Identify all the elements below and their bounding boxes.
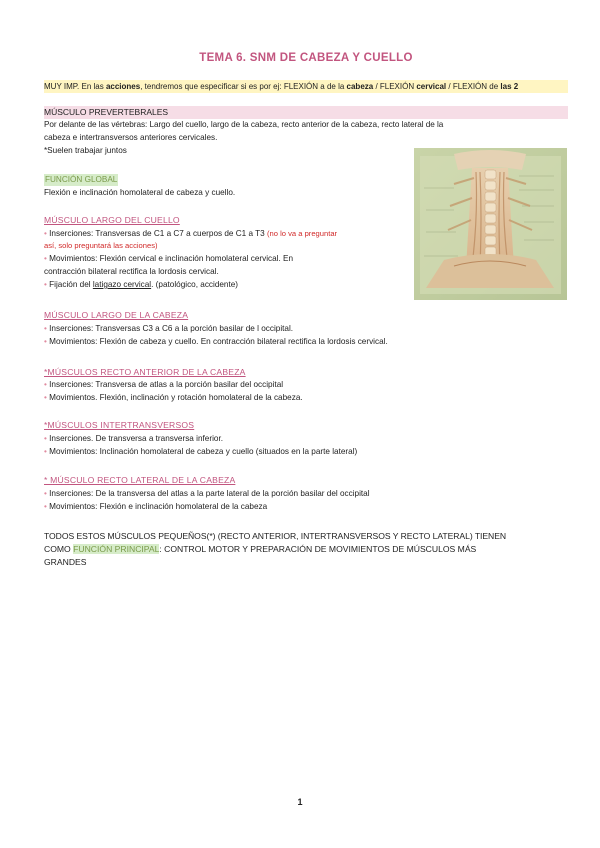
bullet-icon: • xyxy=(44,254,47,263)
recto-anterior-inserciones xyxy=(44,379,283,392)
largo-cuello-inserciones xyxy=(44,228,414,241)
note-text-1: MUY IMP. En las xyxy=(44,82,106,91)
bullet-icon: • xyxy=(44,324,47,333)
heading-intertransversos: *MÚSCULOS INTERTRANSVERSOS xyxy=(44,420,195,430)
funcion-principal-highlight: FUNCIÓN PRINCIPAL xyxy=(73,544,160,554)
bullet-icon: • xyxy=(44,280,47,289)
note-text-2: , tendremos que especificar si es por ej: FLEXIÓN a de la xyxy=(140,82,347,91)
note-bold-3: cervical xyxy=(416,82,447,91)
largo-cuello-ins-note-1: (no lo va a preguntar xyxy=(267,229,338,238)
recto-anterior-ins-text: Inserciones: Transversa de atlas a la porción basilar del occipital xyxy=(49,380,284,389)
intertransversos-mov-text: Movimientos: Inclinación homolateral de cabeza y cuello (situados en la parte lateral) xyxy=(49,447,358,456)
page-number: 1 xyxy=(297,797,303,807)
recto-lateral-mov-text: Movimientos: Flexión e inclinación homolateral de la cabeza xyxy=(49,502,268,511)
funcion-global-label: FUNCIÓN GLOBAL xyxy=(45,175,118,184)
largo-cuello-mov-2: contracción bilateral rectifica la lordosis cervical. xyxy=(44,267,219,276)
bullet-icon: • xyxy=(44,447,47,456)
conclusion-line-3: GRANDES xyxy=(44,557,87,567)
largo-cuello-fijacion xyxy=(44,279,238,292)
note-text-4: / FLEXIÓN de xyxy=(446,82,501,91)
largo-cabeza-mov-text: Movimientos: Flexión de cabeza y cuello. En contracción bilateral rectifica la lordosis cervical. xyxy=(49,337,388,346)
conclusion-post: : CONTROL MOTOR Y PREPARACIÓN DE MOVIMIENTOS DE MÚSCULOS MÁS xyxy=(159,544,477,554)
intertransversos-inserciones xyxy=(44,433,223,446)
bullet-icon: • xyxy=(44,380,47,389)
bullet-icon: • xyxy=(44,337,47,346)
bullet-icon: • xyxy=(44,434,47,443)
fijacion-post: . (patológico, accidente) xyxy=(151,280,239,289)
conclusion-line-2 xyxy=(44,543,568,556)
recto-anterior-mov-text: Movimientos. Flexión, inclinación y rotación homolateral de la cabeza. xyxy=(49,393,303,402)
fijacion-pre: Fijación del xyxy=(49,280,93,289)
conclusion-pre: COMO xyxy=(44,544,74,554)
recto-anterior-movimientos xyxy=(44,392,303,405)
bullet-icon: • xyxy=(44,502,47,511)
note-text-3: / FLEXIÓN xyxy=(373,82,417,91)
largo-cuello-movimientos xyxy=(44,253,406,266)
largo-cabeza-ins-text: Inserciones: Transversas C3 a C6 a la porción basilar de l occipital. xyxy=(49,324,294,333)
note-bold-1: acciones xyxy=(105,82,141,91)
heading-recto-lateral: * MÚSCULO RECTO LATERAL DE LA CABEZA xyxy=(44,475,236,485)
neck-muscles-photo xyxy=(414,148,567,300)
prevertebrales-line-1: Por delante de las vértebras: Largo del cuello, largo de la cabeza, recto anterior de la cabeza, recto lateral de la xyxy=(44,120,444,129)
section-heading-prevertebrales: MÚSCULO PREVERTEBRALES xyxy=(44,106,568,119)
largo-cuello-ins-text: Inserciones: Transversas de C1 a C7 a cuerpos de C1 a T3 xyxy=(49,229,267,238)
recto-lateral-inserciones xyxy=(44,488,370,501)
funcion-global-text: Flexión e inclinación homolateral de cabeza y cuello. xyxy=(44,188,236,197)
heading-recto-anterior: *MÚSCULOS RECTO ANTERIOR DE LA CABEZA xyxy=(44,367,246,377)
note-bold-2: cabeza xyxy=(346,82,374,91)
recto-lateral-ins-text: Inserciones: De la transversa del atlas a la parte lateral de la porción basilar del occipital xyxy=(49,489,370,498)
heading-largo-cabeza: MÚSCULO LARGO DE LA CABEZA xyxy=(44,310,189,320)
bullet-icon: • xyxy=(44,229,47,238)
intertransversos-movimientos xyxy=(44,446,357,459)
recto-lateral-movimientos xyxy=(44,501,267,514)
fijacion-underlined: latigazo cervical xyxy=(92,280,152,289)
prevertebrales-line-2: cabeza e intertransversos anteriores cervicales. xyxy=(44,133,218,142)
largo-cuello-mov-1: Movimientos: Flexión cervical e inclinación homolateral cervical. En xyxy=(49,254,294,263)
intertransversos-ins-text: Inserciones. De transversa a transversa inferior. xyxy=(49,434,223,443)
bullet-icon: • xyxy=(44,489,47,498)
largo-cabeza-inserciones xyxy=(44,323,293,336)
conclusion-line-1: TODOS ESTOS MÚSCULOS PEQUEÑOS(*) (RECTO ANTERIOR, INTERTRANSVERSOS Y RECTO LATERAL) TIENEN xyxy=(44,531,507,541)
note-bold-4: las 2 xyxy=(500,82,519,91)
largo-cabeza-movimientos xyxy=(44,336,388,349)
anatomy-illustration xyxy=(414,148,567,300)
heading-largo-cuello: MÚSCULO LARGO DEL CUELLO xyxy=(44,215,180,225)
largo-cuello-ins-note-2: así, solo preguntará las acciones) xyxy=(44,241,158,250)
bullet-icon: • xyxy=(44,393,47,402)
important-note xyxy=(44,80,568,93)
prevertebrales-line-3: *Suelen trabajar juntos xyxy=(44,146,127,155)
page-title: TEMA 6. SNM DE CABEZA Y CUELLO xyxy=(199,52,413,64)
